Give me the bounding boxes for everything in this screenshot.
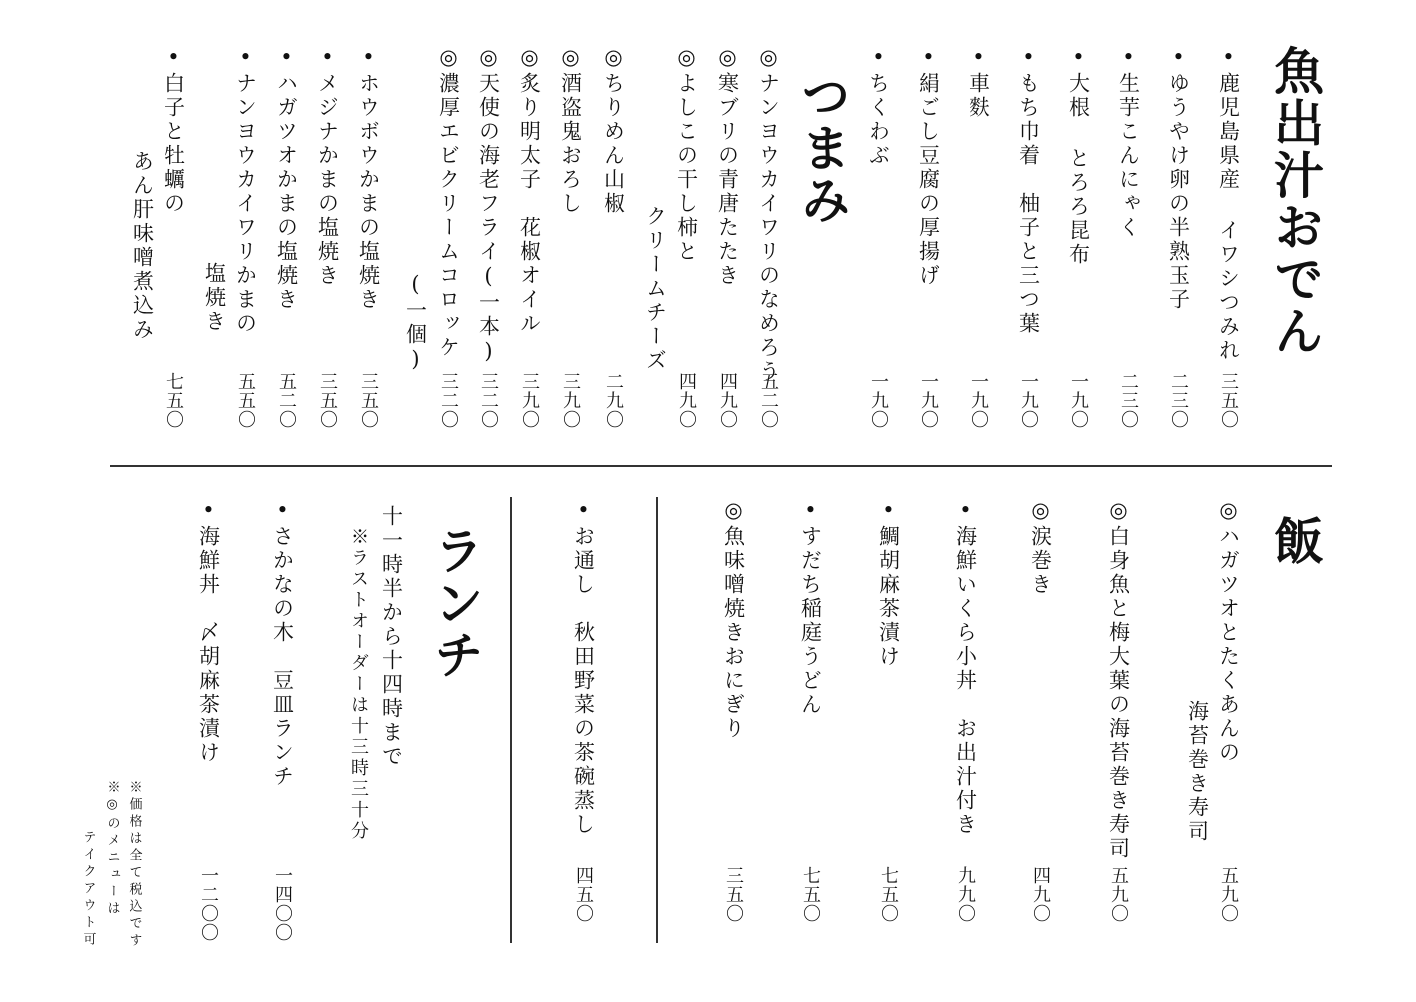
item-name: すだち稲庭うどん (798, 525, 823, 717)
item-price: 七五〇 (800, 866, 821, 923)
menu-item (276, 45, 297, 312)
menu-item (878, 498, 899, 669)
menu-item (717, 45, 738, 288)
menu-item (560, 45, 581, 216)
item-price: 一九〇 (868, 372, 889, 429)
bullet-icon: • (315, 45, 340, 72)
item-price: 一九〇 (1068, 372, 1089, 429)
bullet-icon: • (966, 45, 991, 72)
menu-item (603, 45, 624, 216)
menu-item (1118, 45, 1139, 240)
item-name-continued: (一個) (403, 272, 428, 374)
menu-item (1030, 498, 1051, 597)
item-price: 五二〇 (758, 372, 779, 429)
menu-item (163, 45, 184, 216)
takeout-icon: ◎ (476, 45, 501, 72)
item-price: 三五〇 (723, 866, 744, 923)
item-price: 二九〇 (603, 372, 624, 429)
item-price: 三五〇 (317, 372, 338, 429)
takeout-note: ※◎のメニューは (104, 780, 120, 918)
item-name: 鯛胡麻茶漬け (876, 525, 901, 669)
item-price: 五五〇 (235, 372, 256, 429)
bullet-icon: • (1216, 45, 1241, 72)
item-name: 絹ごし豆腐の厚揚げ (916, 72, 941, 288)
item-name: 海鮮いくら小丼 お出汁付き (953, 525, 978, 837)
menu-item (868, 45, 889, 168)
menu-item (317, 45, 338, 288)
item-price: 三五〇 (1218, 372, 1239, 429)
bullet-icon: • (1066, 45, 1091, 72)
bullet-icon: • (1116, 45, 1141, 72)
item-name-continued: クリームチーズ (643, 205, 668, 373)
item-name: 鹿児島県産 イワシつみれ (1216, 72, 1241, 363)
bullet-icon: • (571, 498, 596, 525)
menu-item (676, 45, 697, 264)
menu-item (1068, 45, 1089, 267)
takeout-icon: ◎ (436, 45, 461, 72)
item-price: 五九〇 (1108, 866, 1129, 923)
item-price: 七五〇 (163, 372, 184, 429)
item-name: ゆうやけ卵の半熟玉子 (1166, 72, 1191, 312)
menu-item (438, 45, 459, 360)
vertical-divider (510, 497, 512, 943)
item-price: 四五〇 (573, 866, 594, 923)
item-name: もち巾着 柚子と三つ葉 (1016, 72, 1041, 336)
menu-item (968, 45, 989, 120)
menu-item (272, 498, 293, 789)
bullet-icon: • (1166, 45, 1191, 72)
item-name: 白子と牡蠣の (161, 72, 186, 216)
menu-item (478, 45, 499, 366)
menu-item (723, 498, 744, 741)
takeout-icon: ◎ (558, 45, 583, 72)
menu-item (519, 45, 540, 336)
item-price: 一二〇〇 (198, 866, 219, 942)
item-price: 三九〇 (519, 372, 540, 429)
takeout-icon: ◎ (1216, 498, 1241, 525)
takeout-icon: ◎ (756, 45, 781, 72)
item-name: 海鮮丼 〆胡麻茶漬け (196, 525, 221, 765)
item-price: 三二〇 (438, 372, 459, 429)
item-name: お通し 秋田野菜の茶碗蒸し (571, 525, 596, 837)
item-price: 四九〇 (1030, 866, 1051, 923)
item-price: 三五〇 (358, 372, 379, 429)
item-name: ちくわぶ (866, 72, 891, 168)
menu-item (198, 498, 219, 765)
item-price: 五二〇 (276, 372, 297, 429)
item-name: 生芋こんにゃく (1116, 72, 1141, 240)
item-name-continued: 海苔巻き寿司 (1185, 700, 1210, 844)
section-title-tsumami: つまみ (793, 70, 852, 226)
bullet-icon: • (953, 498, 978, 525)
bullet-icon: • (798, 498, 823, 525)
menu-item (758, 45, 779, 384)
item-price: 五九〇 (1218, 866, 1239, 923)
menu-item (1218, 45, 1239, 363)
item-name: 酒盗鬼おろし (558, 72, 583, 216)
bullet-icon: • (356, 45, 381, 72)
takeout-icon: ◎ (721, 498, 746, 525)
item-price: 三二〇 (478, 372, 499, 429)
item-name: 炙り明太子 花椒オイル (517, 72, 542, 336)
bullet-icon: • (274, 45, 299, 72)
last-order-note: ※ラストオーダーは十三時三十分 (348, 527, 369, 842)
tax-note: ※価格は全て税込です (126, 780, 142, 950)
vertical-divider (656, 497, 658, 943)
item-price: 二三〇 (1118, 372, 1139, 429)
item-name: 濃厚エビクリームコロッケ (436, 72, 461, 360)
bullet-icon: • (161, 45, 186, 72)
bullet-icon: • (196, 498, 221, 525)
item-price: 四九〇 (676, 372, 697, 429)
item-price: 九九〇 (955, 866, 976, 923)
section-title-oden: 魚出汁おでん (1266, 45, 1325, 357)
item-name: ホウボウかまの塩焼き (356, 72, 381, 312)
item-name: 天使の海老フライ(一本) (476, 72, 501, 366)
item-name: 車麩 (966, 72, 991, 120)
takeout-icon: ◎ (517, 45, 542, 72)
item-name: ちりめん山椒 (601, 72, 626, 216)
item-name-continued: 塩焼き (202, 262, 227, 334)
item-name: ナンヨウカイワリかまの (233, 72, 258, 336)
item-name: ハガツオとたくあんの (1216, 525, 1241, 765)
item-name: ハガツオかまの塩焼き (274, 72, 299, 312)
item-name: 涙巻き (1028, 525, 1053, 597)
takeout-icon: ◎ (674, 45, 699, 72)
item-price: 一九〇 (968, 372, 989, 429)
item-name: さかなの木 豆皿ランチ (270, 525, 295, 789)
menu-item (918, 45, 939, 288)
item-name: 魚味噌焼きおにぎり (721, 525, 746, 741)
item-price: 二三〇 (1168, 372, 1189, 429)
menu-item (235, 45, 256, 336)
bullet-icon: • (876, 498, 901, 525)
item-price: 三九〇 (560, 372, 581, 429)
item-name-continued: あん肝味噌煮込み (130, 150, 155, 342)
item-name: 大根 とろろ昆布 (1066, 72, 1091, 267)
bullet-icon: • (1016, 45, 1041, 72)
item-name: ナンヨウカイワリのなめろう (756, 72, 781, 384)
takeout-note-continued: テイクアウト可 (80, 830, 96, 949)
section-title-meshi: 飯 (1266, 515, 1325, 567)
menu-item (358, 45, 379, 312)
takeout-icon: ◎ (1028, 498, 1053, 525)
menu-item (800, 498, 821, 717)
takeout-icon: ◎ (601, 45, 626, 72)
bullet-icon: • (233, 45, 258, 72)
item-price: 一九〇 (1018, 372, 1039, 429)
menu-item (1108, 498, 1129, 861)
item-price: 四九〇 (717, 372, 738, 429)
item-price: 一九〇 (918, 372, 939, 429)
horizontal-divider (110, 465, 1332, 467)
item-name: 白身魚と梅大葉の海苔巻き寿司 (1106, 525, 1131, 861)
item-name: よしこの干し柿と (674, 72, 699, 264)
item-price: 一四〇〇 (272, 866, 293, 942)
bullet-icon: • (916, 45, 941, 72)
bullet-icon: • (270, 498, 295, 525)
item-price: 七五〇 (878, 866, 899, 923)
lunch-hours: 十一時半から十四時まで (379, 505, 404, 769)
item-name: 寒ブリの青唐たたき (715, 72, 740, 288)
takeout-icon: ◎ (1106, 498, 1131, 525)
menu-item (955, 498, 976, 837)
item-name: メジナかまの塩焼き (315, 72, 340, 288)
takeout-icon: ◎ (715, 45, 740, 72)
bullet-icon: • (866, 45, 891, 72)
menu-item (1018, 45, 1039, 336)
menu-item (1218, 498, 1239, 765)
menu-item-otoshi (573, 498, 594, 837)
menu-item (1168, 45, 1189, 312)
section-title-lunch: ランチ (426, 525, 485, 681)
